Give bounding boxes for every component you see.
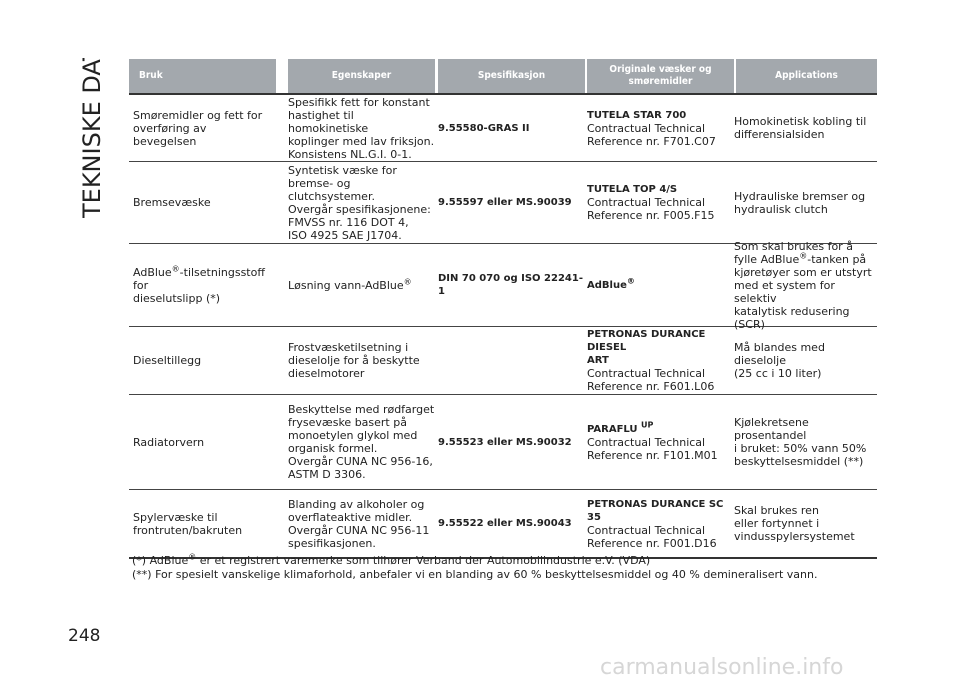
footnote-2: (**) For spesielt vanskelige klimaforhold, anbefaler vi en blanding av 60 % beskyttelsesmiddel og 40 % demineralisert vann. [132, 568, 818, 581]
cell-applications: Som skal brukes for å fylle AdBlue®-tanken på kjøretøyer som er utstyrt med et system for selektiv katalytisk redusering (SCR) [734, 239, 872, 331]
cell-bruk: Dieseltillegg [133, 354, 202, 367]
cell-spesifikasjon: DIN 70 070 og ISO 22241-1 [438, 273, 583, 297]
table-row [129, 490, 877, 559]
header-bruk: Bruk [129, 59, 276, 93]
cell-egenskaper: Beskyttelse med rødfarget frysevæske basert på monoetylen glykol med organisk formel. Overgår CUNA NC 956-16, ASTM D 3306. [288, 403, 435, 481]
cell-originale: TUTELA TOP 4/S Contractual Technical Reference nr. F005.F15 [587, 184, 715, 222]
cell-spesifikasjon [438, 327, 586, 394]
table-row [129, 95, 877, 162]
cell-applications: Skal brukes ren eller fortynnet i vindusspylersystemet [734, 504, 855, 543]
cell-originale: PETRONAS DURANCE DIESEL ART Contractual Technical Reference nr. F601.L06 [587, 329, 715, 393]
section-title [68, 58, 110, 218]
header-spesifikasjon: Spesifikasjon [438, 59, 585, 93]
cell-bruk: AdBlue®-tilsetningsstoff for dieselutslipp (*) [133, 263, 265, 305]
section-title-graphic [68, 58, 110, 218]
cell-originale: TUTELA STAR 700 Contractual Technical Reference nr. F701.C07 [587, 109, 716, 148]
header-egenskaper: Egenskaper [288, 59, 435, 93]
table-header [129, 59, 877, 95]
cell-bruk: Smøremidler og fett for overføring av bevegelsen [133, 108, 263, 148]
cell-egenskaper: Løsning vann-AdBlue® [288, 276, 412, 292]
cell-bruk: Spylervæske til frontruten/bakruten [133, 510, 243, 537]
cell-egenskaper: Blanding av alkoholer og overflateaktive midler. Overgår CUNA NC 956-11 spesifikasjonen. [288, 497, 430, 550]
page-number: 248 [68, 626, 101, 646]
cell-spesifikasjon: 9.55597 eller MS.90039 [438, 197, 572, 208]
cell-originale: PETRONAS DURANCE SC 35 Contractual Technical Reference nr. F001.D16 [587, 498, 724, 550]
cell-bruk: Bremsevæske [133, 196, 211, 209]
table-row [129, 327, 877, 395]
cell-applications: Homokinetisk kobling til differensialsiden [734, 115, 867, 141]
cell-applications: Må blandes med dieselolje (25 cc i 10 liter) [734, 341, 825, 380]
footnotes [132, 554, 818, 582]
cell-bruk: Radiatorvern [133, 435, 205, 449]
cell-egenskaper: Frostvæsketilsetning i dieselolje for å beskytte dieselmotorer [288, 341, 420, 380]
cell-originale: PARAFLU $^{UP}$ Contractual Technical Reference nr. F101.M01 [587, 420, 718, 462]
section-title-text: TEKNISKE DATA [78, 58, 106, 218]
cell-spesifikasjon: 9.55580-GRAS II [438, 122, 530, 134]
header-originale: Originale væsker og smøremidler [587, 59, 734, 93]
cell-spesifikasjon: 9.55522 eller MS.90043 [438, 518, 572, 529]
table-row [129, 395, 877, 490]
table-row [129, 162, 877, 244]
footnote-1: (*) AdBlue® er et registrert varemerke som tilhører Verband der Automobilindustrie e.V. (VDA) [132, 552, 651, 567]
cell-egenskaper: Syntetisk væske for bremse- og clutchsystemer. Overgår spesifikasjonene: FMVSS nr. 116 DOT 4, ISO 4925 SAE J1704. [288, 163, 431, 242]
cell-originale: AdBlue® [587, 276, 635, 291]
watermark-logo[interactable]: carmanualsonline.info [600, 655, 844, 680]
lubricants-table [129, 59, 877, 559]
header-applications: Applications [736, 59, 877, 93]
cell-spesifikasjon: 9.55523 eller MS.90032 [438, 436, 572, 448]
cell-applications: Hydrauliske bremser og hydraulisk clutch [734, 189, 866, 216]
cell-egenskaper: Spesifikk fett for konstant hastighet til homokinetiske koplinger med lav friksjon. Konsistens NL.G.I. 0-1. [288, 95, 435, 161]
table-row [129, 239, 877, 331]
cell-applications: Kjølekretsene prosentandel i bruket: 50% vann 50% beskyttelsesmiddel (**) [734, 416, 867, 468]
